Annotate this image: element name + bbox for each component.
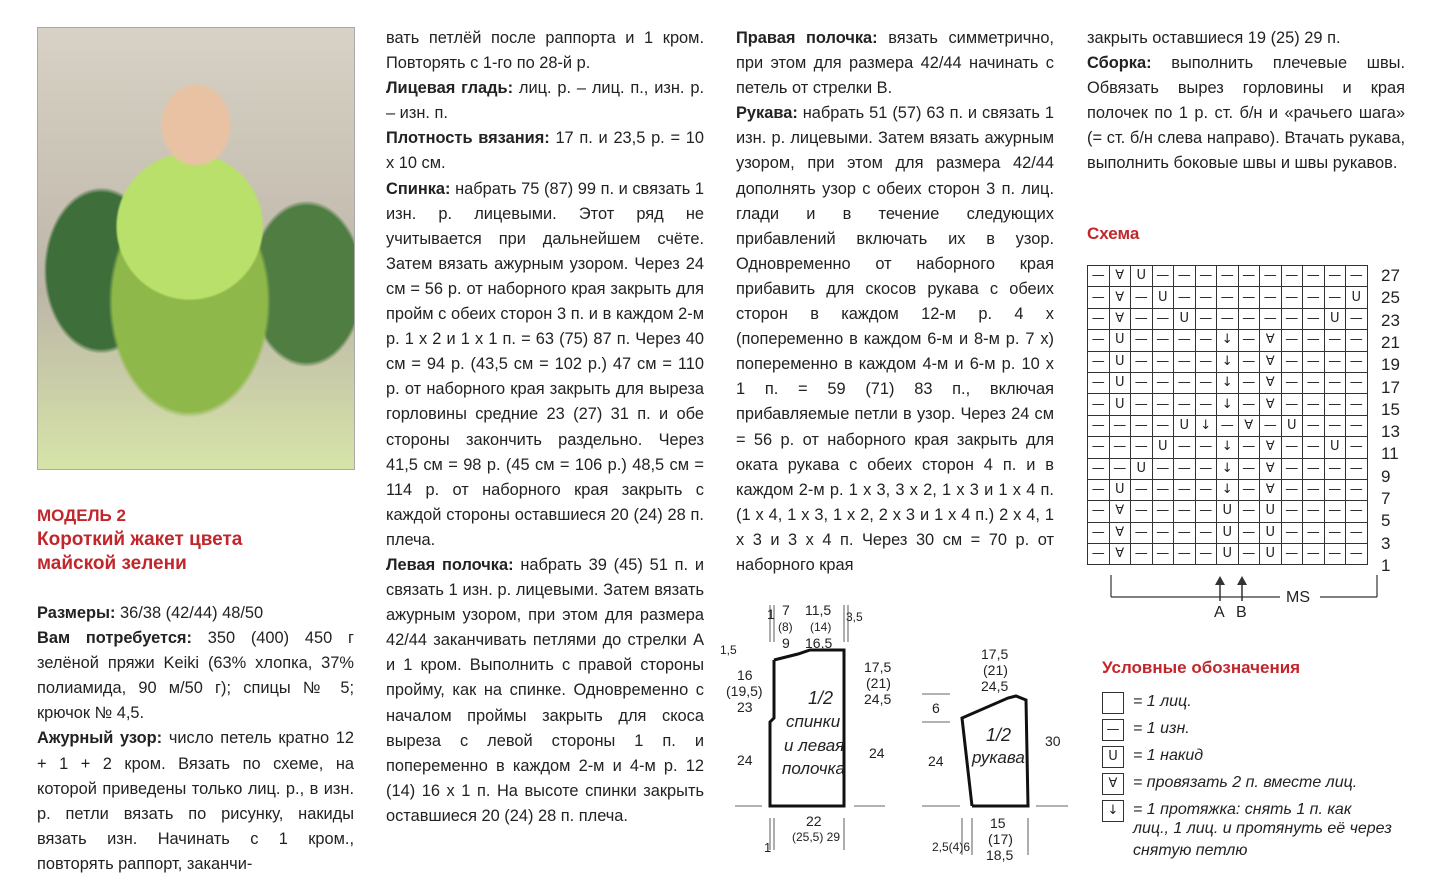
chart-cell: — xyxy=(1346,266,1368,287)
chart-cell: — xyxy=(1174,522,1196,543)
chart-cell: — xyxy=(1238,266,1260,287)
chart-cell: — xyxy=(1174,479,1196,500)
chart-cell: — xyxy=(1131,415,1153,436)
chart-row-number: 15 xyxy=(1381,399,1400,419)
chart-cell: — xyxy=(1324,479,1346,500)
chart-cell: — xyxy=(1088,458,1110,479)
chart-row-number: 11 xyxy=(1381,444,1399,464)
chart-cell: — xyxy=(1109,458,1131,479)
chart-row-number: 23 xyxy=(1381,310,1400,330)
front-top-3-5: 3,5 xyxy=(846,610,863,624)
chart-cell: ∀ xyxy=(1260,394,1282,415)
chart-cell: — xyxy=(1174,544,1196,565)
chart-cell: U xyxy=(1174,415,1196,436)
chart-row xyxy=(1088,287,1368,308)
chart-cell: — xyxy=(1131,522,1153,543)
chart-cell: — xyxy=(1088,287,1110,308)
legend-symbol: ↓ xyxy=(1102,800,1124,822)
chart-cell: U xyxy=(1324,308,1346,329)
chart-row xyxy=(1088,522,1368,543)
chart-cell: — xyxy=(1152,522,1174,543)
chart-cell: — xyxy=(1303,479,1325,500)
chart-cell: — xyxy=(1088,479,1110,500)
chart-cell: — xyxy=(1346,458,1368,479)
chart-row xyxy=(1088,308,1368,329)
chart-cell: — xyxy=(1346,330,1368,351)
chart-cell: — xyxy=(1303,501,1325,522)
model-title-1: Короткий жакет цвета xyxy=(37,529,243,550)
chart-cell: — xyxy=(1238,308,1260,329)
chart-row-number: 1 xyxy=(1381,555,1391,575)
chart-cell: — xyxy=(1195,544,1217,565)
sleeve-half: 1/2 xyxy=(986,725,1012,745)
chart-cell: — xyxy=(1109,437,1131,458)
chart-row xyxy=(1088,479,1368,500)
chart-cell: ∀ xyxy=(1109,308,1131,329)
chart-cell: — xyxy=(1174,330,1196,351)
chart-cell: — xyxy=(1131,308,1153,329)
chart-cell: — xyxy=(1346,372,1368,393)
chart-cell: — xyxy=(1217,266,1239,287)
chart-cell: — xyxy=(1152,351,1174,372)
chart-cell: — xyxy=(1238,501,1260,522)
sleeve-right-30: 30 xyxy=(1045,733,1061,749)
arrow-b-label: B xyxy=(1236,604,1247,621)
chart-cell: — xyxy=(1238,479,1260,500)
assembly-text: выполнить плечевые швы. Обвязать вырез горловины и края полочек по 1 р. ст. б/н и «рачьего шага» (= ст. б/н слева направо). Втачать рукава, выполнить боковые швы и швы рукавов. xyxy=(1087,54,1405,173)
chart-cell: — xyxy=(1324,287,1346,308)
chart-cell: — xyxy=(1346,544,1368,565)
chart-cell: ∀ xyxy=(1260,437,1282,458)
chart-row xyxy=(1088,501,1368,522)
chart-row xyxy=(1088,394,1368,415)
chart-cell: ↓ xyxy=(1195,415,1217,436)
sleeve-bottom-17: (17) xyxy=(988,831,1013,847)
chart-cell: — xyxy=(1131,501,1153,522)
knitting-chart xyxy=(1087,265,1368,565)
chart-cell: U xyxy=(1109,479,1131,500)
chart-cell: — xyxy=(1303,437,1325,458)
plot-label: Плотность вязания: xyxy=(386,129,550,148)
ajur-label: Ажурный узор: xyxy=(37,729,163,748)
chart-row-number: 13 xyxy=(1381,422,1400,442)
chart-cell: — xyxy=(1152,415,1174,436)
legend-text: = 1 накид xyxy=(1133,747,1204,764)
chart-cell: — xyxy=(1281,330,1303,351)
chart-cell: — xyxy=(1109,415,1131,436)
front-bottom-22: 22 xyxy=(806,813,822,829)
chart-cell: — xyxy=(1088,522,1110,543)
chart-cell: — xyxy=(1131,544,1153,565)
arrow-a-label: A xyxy=(1214,604,1225,621)
chart-cell: — xyxy=(1088,351,1110,372)
legend-symbol: U xyxy=(1102,746,1124,768)
chart-cell: U xyxy=(1109,394,1131,415)
chart-cell: — xyxy=(1281,437,1303,458)
chart-cell: — xyxy=(1324,544,1346,565)
chart-cell: ∀ xyxy=(1260,351,1282,372)
chart-cell: — xyxy=(1281,308,1303,329)
chart-cell: ↓ xyxy=(1217,437,1239,458)
glad-text: лиц. р. – лиц. п., изн. р. – изн. п. xyxy=(386,79,704,123)
chart-row-number: 17 xyxy=(1381,377,1400,397)
chart-cell: ∀ xyxy=(1109,501,1131,522)
chart-cell: U xyxy=(1174,308,1196,329)
chart-cell: — xyxy=(1152,394,1174,415)
chart-cell: — xyxy=(1324,266,1346,287)
column-4 xyxy=(1087,26,1405,177)
chart-cell: — xyxy=(1281,458,1303,479)
chart-cell: — xyxy=(1152,330,1174,351)
chart-cell: — xyxy=(1346,437,1368,458)
chart-cell: ∀ xyxy=(1109,287,1131,308)
ms-label: MS xyxy=(1286,589,1310,606)
plot-text: 17 п. и 23,5 р. = 10 х 10 см. xyxy=(386,129,704,173)
chart-cell: U xyxy=(1260,501,1282,522)
chart-cell: — xyxy=(1281,544,1303,565)
chart-cell: — xyxy=(1195,372,1217,393)
front-right-17-5: 17,5 xyxy=(864,659,892,675)
chart-cell: — xyxy=(1174,394,1196,415)
legend-text: = 1 лиц. xyxy=(1133,693,1192,710)
chart-cell: — xyxy=(1174,351,1196,372)
chart-cell: — xyxy=(1131,372,1153,393)
chart-cell: — xyxy=(1131,437,1153,458)
chart-cell: U xyxy=(1109,372,1131,393)
chart-cell: U xyxy=(1217,501,1239,522)
chart-cell: — xyxy=(1088,415,1110,436)
chart-cell: — xyxy=(1174,437,1196,458)
chart-cell: — xyxy=(1303,522,1325,543)
spinka-label: Спинка: xyxy=(386,179,451,198)
sleeve-bottom-18-5: 18,5 xyxy=(986,847,1014,863)
chart-cell: — xyxy=(1238,287,1260,308)
chart-cell: — xyxy=(1238,330,1260,351)
chart-cell: — xyxy=(1238,351,1260,372)
chart-row xyxy=(1088,458,1368,479)
sleeve-top-24-5: 24,5 xyxy=(981,678,1009,694)
chart-table xyxy=(1087,265,1368,565)
chart-row xyxy=(1088,415,1368,436)
chart-row-number: 5 xyxy=(1381,511,1391,531)
front-top-7: 7 xyxy=(782,602,790,618)
chart-cell: ↓ xyxy=(1217,330,1239,351)
chart-cell: — xyxy=(1088,544,1110,565)
front-half: 1/2 xyxy=(808,688,834,708)
chart-row-number: 7 xyxy=(1381,489,1391,508)
column-2 xyxy=(386,26,704,829)
scheme-title: Схема xyxy=(1087,224,1140,243)
chart-cell: — xyxy=(1324,394,1346,415)
chart-cell: — xyxy=(1152,308,1174,329)
chart-cell: U xyxy=(1324,437,1346,458)
chart-cell: — xyxy=(1195,287,1217,308)
chart-cell: — xyxy=(1088,308,1110,329)
chart-cell: ∀ xyxy=(1260,372,1282,393)
chart-cell: — xyxy=(1238,458,1260,479)
chart-cell: U xyxy=(1152,287,1174,308)
front-top-8: (8) xyxy=(778,620,793,634)
chart-cell: — xyxy=(1152,458,1174,479)
chart-cell: — xyxy=(1238,394,1260,415)
chart-cell: — xyxy=(1281,479,1303,500)
chart-cell: — xyxy=(1346,351,1368,372)
chart-cell: — xyxy=(1174,372,1196,393)
front-right-24: 24 xyxy=(869,745,885,761)
chart-row xyxy=(1088,544,1368,565)
right-front-label: Правая полочка: xyxy=(736,29,878,47)
left-front-label: Левая полочка: xyxy=(386,555,514,574)
chart-row-number: 21 xyxy=(1381,332,1400,352)
sleeve-bottom-2-5: 2,5(4)6 xyxy=(932,840,971,854)
col4-intro: закрыть оставшиеся 19 (25) 29 п. xyxy=(1087,29,1341,47)
chart-cell: — xyxy=(1303,308,1325,329)
chart-cell: — xyxy=(1281,351,1303,372)
chart-cell: — xyxy=(1152,479,1174,500)
chart-cell: — xyxy=(1195,501,1217,522)
chart-row-number: 25 xyxy=(1381,288,1400,308)
sleeve-left-24: 24 xyxy=(928,753,944,769)
chart-cell: — xyxy=(1303,415,1325,436)
chart-cell: — xyxy=(1281,287,1303,308)
chart-cell: — xyxy=(1131,287,1153,308)
column-1 xyxy=(37,601,354,877)
chart-cell: ∀ xyxy=(1109,522,1131,543)
chart-row-number: 27 xyxy=(1381,266,1400,285)
chart-cell: — xyxy=(1324,351,1346,372)
chart-cell: — xyxy=(1088,437,1110,458)
chart-cell: — xyxy=(1324,372,1346,393)
chart-cell: — xyxy=(1281,522,1303,543)
chart-cell: — xyxy=(1303,458,1325,479)
chart-row-number: 3 xyxy=(1381,533,1391,553)
chart-cell: ↓ xyxy=(1217,479,1239,500)
chart-cell: — xyxy=(1324,330,1346,351)
chart-cell: — xyxy=(1152,544,1174,565)
front-right-24-5: 24,5 xyxy=(864,691,892,707)
ajur-text: число петель кратно 12 + 1 + 2 кром. Вязать по схеме, на которой приведены только лиц. р., в изн. р. петли вязать по рисунку, накиды вязать изн. Начинать с 1 кром., повторять раппорт, заканчи- xyxy=(37,729,354,873)
chart-cell: ∀ xyxy=(1109,266,1131,287)
chart-cell: U xyxy=(1260,522,1282,543)
chart-cell: — xyxy=(1088,394,1110,415)
chart-cell: — xyxy=(1195,308,1217,329)
chart-row xyxy=(1088,266,1368,287)
chart-cell: — xyxy=(1260,287,1282,308)
chart-cell: ↓ xyxy=(1217,458,1239,479)
chart-cell: — xyxy=(1260,308,1282,329)
chart-row-number: 9 xyxy=(1381,466,1391,486)
chart-cell: — xyxy=(1346,501,1368,522)
chart-cell: — xyxy=(1303,266,1325,287)
glad-label: Лицевая гладь: xyxy=(386,79,514,98)
model-label: МОДЕЛЬ 2 xyxy=(37,506,126,525)
chart-cell: — xyxy=(1303,394,1325,415)
front-left-16: 16 xyxy=(737,667,753,683)
chart-cell: — xyxy=(1131,351,1153,372)
legend-cont-2: снятую петлю xyxy=(1133,842,1248,859)
chart-cell: — xyxy=(1324,415,1346,436)
chart-cell: U xyxy=(1131,458,1153,479)
sizes-label: Размеры: xyxy=(37,604,116,622)
front-right-21: (21) xyxy=(866,675,891,691)
chart-cell: — xyxy=(1346,415,1368,436)
chart-cell: U xyxy=(1281,415,1303,436)
col2-intro: вать петлёй после раппорта и 1 кром. Повторять с 1-го по 28-й р. xyxy=(386,29,704,73)
chart-cell: U xyxy=(1346,287,1368,308)
chart-cell: — xyxy=(1088,266,1110,287)
chart-cell: ∀ xyxy=(1260,458,1282,479)
legend-cont-1: лиц., 1 лиц. и протянуть её через xyxy=(1133,820,1392,837)
chart-row xyxy=(1088,372,1368,393)
chart-cell: — xyxy=(1088,372,1110,393)
chart-cell: — xyxy=(1238,522,1260,543)
chart-cell: — xyxy=(1346,522,1368,543)
chart-cell: — xyxy=(1195,351,1217,372)
model-photo xyxy=(37,27,355,470)
legend-title: Условные обозначения xyxy=(1102,658,1301,677)
front-top-9: 9 xyxy=(782,635,790,651)
chart-cell: — xyxy=(1174,287,1196,308)
chart-cell: — xyxy=(1260,415,1282,436)
chart-cell: — xyxy=(1217,308,1239,329)
chart-cell: — xyxy=(1152,501,1174,522)
front-left-23: 23 xyxy=(737,699,753,715)
chart-cell: — xyxy=(1195,479,1217,500)
column-3 xyxy=(736,26,1054,578)
chart-cell: ∀ xyxy=(1260,330,1282,351)
chart-cell: — xyxy=(1195,458,1217,479)
front-left-19-5: (19,5) xyxy=(726,683,763,699)
chart-cell: — xyxy=(1195,522,1217,543)
chart-cell: — xyxy=(1088,501,1110,522)
arrow-b-head xyxy=(1237,576,1247,585)
legend-text: = провязать 2 п. вместе лиц. xyxy=(1133,774,1358,791)
front-bottom-1: 1 xyxy=(764,840,772,855)
chart-cell: — xyxy=(1324,458,1346,479)
front-label-2: и левая xyxy=(784,736,845,755)
chart-cell: — xyxy=(1303,330,1325,351)
chart-cell: — xyxy=(1303,351,1325,372)
chart-cell: U xyxy=(1217,544,1239,565)
chart-cell: — xyxy=(1260,266,1282,287)
chart-cell: U xyxy=(1260,544,1282,565)
chart-cell: — xyxy=(1346,308,1368,329)
chart-cell: — xyxy=(1281,501,1303,522)
need-label: Вам потребуется: xyxy=(37,629,192,648)
chart-cell: U xyxy=(1109,330,1131,351)
chart-cell: U xyxy=(1152,437,1174,458)
front-left-1-5: 1,5 xyxy=(720,643,737,657)
chart-row xyxy=(1088,437,1368,458)
front-label-1: спинки xyxy=(786,712,841,731)
arrow-a-head xyxy=(1215,576,1225,585)
sleeve-text: набрать 51 (57) 63 п. и связать 1 изн. р. лицевыми. Затем вязать ажурным узором, при этом для размера 42/44 дополнять узор с обеих сторон 3 п. лиц. глади и в течение следующих прибавлений включать их в узор. Одновременно от наборного края прибавить для скосов рукава с обеих сторон в каждом 12-м р. 4 х (попеременно в каждом 6-м и 8-м р. 7 х) попеременно в каждом 4-м и 6-м р. 10 х 1 п. = 59 (71) 83 п., включая прибавляемые петли в узор. Через 24 см = 56 р. от наборного края закрыть для оката рукава с обеих сторон 4 п. и в каждом 2-м р. 1 х 3, 3 х 2, 1 х 3 и 1 х 4 п. (1 х 4, 1 х 3, 1 х 2, 2 х 3 и 1 х 4 п.) 2 х 4, 1 х 3 и 3 х 4 п. Через 30 см = 70 р. от наборного края xyxy=(736,104,1054,574)
need-text: 350 (400) 450 г зелёной пряжи Keiki (63% хлопка, 37% полиамида, 90 м/50 г); спицы № 5; крючок № 4,5. xyxy=(37,629,354,723)
chart-cell: — xyxy=(1324,501,1346,522)
front-top-11-5: 11,5 xyxy=(805,602,832,618)
chart-cell: — xyxy=(1131,330,1153,351)
front-label-3: полочка xyxy=(782,759,845,778)
chart-cell: ↓ xyxy=(1217,351,1239,372)
right-front-text: вязать симметрично, при этом для размера 42/44 начинать с петель от стрелки В. xyxy=(736,29,1054,98)
sizes-text: 36/38 (42/44) 48/50 xyxy=(115,604,264,622)
chart-cell: — xyxy=(1303,372,1325,393)
chart-cell: — xyxy=(1195,330,1217,351)
sleeve-top-21: (21) xyxy=(983,662,1008,678)
chart-cell: — xyxy=(1303,544,1325,565)
chart-cell: — xyxy=(1281,394,1303,415)
chart-cell: — xyxy=(1174,458,1196,479)
chart-cell: — xyxy=(1195,266,1217,287)
front-left-24: 24 xyxy=(737,752,753,768)
left-front-text: набрать 39 (45) 51 п. и связать 1 изн. р. лицевыми. Затем вязать ажурным узором, при этом для размера 42/44 заканчивать петлями до стрелки А и 1 кром. Выполнить с правой стороны пройму, как на спинке. Одновременно с началом проймы закрыть для скоса выреза с левой стороны 1 п. и попеременно в каждом 2-м и 4-м р. 12 (14) 16 х 1 п. На высоте спинки закрыть оставшиеся 20 (24) 28 п. плеча. xyxy=(386,555,705,825)
chart-cell: — xyxy=(1195,437,1217,458)
chart-cell: ↓ xyxy=(1217,372,1239,393)
legend-symbol: — xyxy=(1102,719,1124,741)
chart-row xyxy=(1088,351,1368,372)
chart-cell: — xyxy=(1281,372,1303,393)
front-bottom-25-5: (25,5) 29 xyxy=(792,830,841,844)
chart-cell: — xyxy=(1324,522,1346,543)
legend-text: = 1 изн. xyxy=(1133,720,1190,737)
chart-cell: — xyxy=(1131,479,1153,500)
chart-cell: — xyxy=(1238,437,1260,458)
model-title-2: майской зелени xyxy=(37,553,187,574)
sleeve-top-17-5: 17,5 xyxy=(981,646,1009,662)
chart-repeat-bracket xyxy=(1100,573,1400,623)
front-top-1: 1 xyxy=(767,606,775,622)
chart-cell: — xyxy=(1217,415,1239,436)
sleeve-label: рукава xyxy=(972,748,1025,767)
chart-cell: ∀ xyxy=(1260,479,1282,500)
chart-cell: U xyxy=(1217,522,1239,543)
spinka-text: набрать 75 (87) 99 п. и связать 1 изн. р. лицевыми. Этот ряд не учитывается при дальнейшем счёте. Затем вязать ажурным узором. Через 24 см = 56 р. от наборного края закрыть для пройм с обеих сторон 3 п. и в каждом 2-м р. 1 х 2 и 1 х 1 п. = 63 (75) 87 п. Через 40 см = 94 р. (43,5 см = 102 р.) 47 см = 110 р. от наборного края закрыть для выреза горловины средние 23 (27) 31 п. и обе стороны закончить раздельно. Через 41,5 см = 98 р. (45 см = 106 р.) 48,5 см = 114 р. от наборного края закрыть с каждой стороны оставшиеся 20 (24) 28 п. плеча. xyxy=(386,179,704,549)
chart-cell: — xyxy=(1174,501,1196,522)
legend-symbol xyxy=(1102,692,1124,714)
sleeve-bottom-15: 15 xyxy=(990,815,1006,831)
legend-text: = 1 протяжка: снять 1 п. как xyxy=(1133,801,1352,818)
chart-cell: — xyxy=(1217,287,1239,308)
chart-cell: — xyxy=(1303,287,1325,308)
chart-cell: U xyxy=(1109,351,1131,372)
chart-cell: — xyxy=(1238,544,1260,565)
chart-cell: — xyxy=(1346,394,1368,415)
front-top-14: (14) xyxy=(810,620,832,634)
chart-cell: ∀ xyxy=(1109,544,1131,565)
chart-cell: U xyxy=(1131,266,1153,287)
chart-row xyxy=(1088,330,1368,351)
chart-cell: ∀ xyxy=(1238,415,1260,436)
sleeve-label: Рукава: xyxy=(736,104,798,123)
chart-cell: — xyxy=(1346,479,1368,500)
chart-cell: — xyxy=(1152,266,1174,287)
chart-cell: — xyxy=(1281,266,1303,287)
chart-cell: — xyxy=(1152,372,1174,393)
sleeve-left-6: 6 xyxy=(932,700,940,716)
legend-symbol: ∀ xyxy=(1102,773,1124,795)
chart-cell: — xyxy=(1131,394,1153,415)
chart-cell: — xyxy=(1238,372,1260,393)
chart-cell: — xyxy=(1088,330,1110,351)
assembly-label: Сборка: xyxy=(1087,54,1152,73)
chart-cell: — xyxy=(1195,394,1217,415)
chart-cell: ↓ xyxy=(1217,394,1239,415)
chart-row-number: 19 xyxy=(1381,355,1400,375)
chart-cell: — xyxy=(1174,266,1196,287)
front-top-16-5: 16,5 xyxy=(805,635,833,651)
